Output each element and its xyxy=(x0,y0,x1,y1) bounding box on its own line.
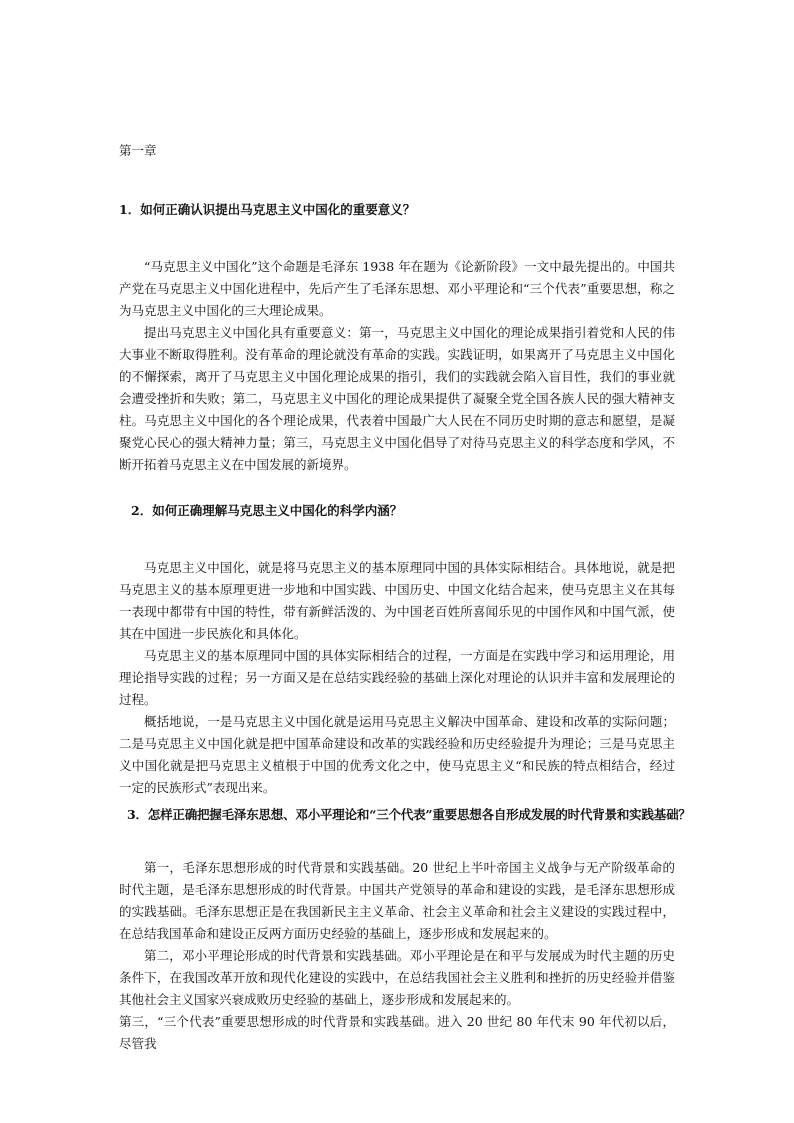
answer-3-paragraph-1: 第一，毛泽东思想形成的时代背景和实践基础。20 世纪上半叶帝国主义战争与无产阶级革命的时代主题，是毛泽东思想形成的时代背景。中国共产党领导的革命和建设的实践，是毛泽东思想形成的实践基础。毛泽东思想正是在我国新民主主义革命、社会主义革命和社会主义建设的实践过程中，在总结我国革命和建设正反两方面历史经验的基础上，逐步形成和发展起来的。 xyxy=(119,860,675,941)
answer-1-paragraph-2: 提出马克思主义中国化具有重要意义：第一，马克思主义中国化的理论成果指引着党和人民的伟大事业不断取得胜利。没有革命的理论就没有革命的实践。实践证明，如果离开了马克思主义中国化的不懈探索，离开了马克思主义中国化理论成果的指引，我们的实践就会陷入盲目性，我们的事业就会遭受挫折和失败；第二，马克思主义中国化的理论成果提供了凝聚全党全国各族人民的强大精神支柱。马克思主义中国化的各个理论成果，代表着中国最广大人民在不同历史时期的意志和愿望，是凝聚党心民心的强大精神力量；第三，马克思主义中国化倡导了对待马克思主义的科学态度和学风，不断开拓着马克思主义在中国发展的新境界。 xyxy=(119,325,675,472)
answer-2-paragraph-1: 马克思主义中国化，就是将马克思主义的基本原理同中国的具体实际相结合。具体地说，就是把马克思主义的基本原理更进一步地和中国实践、中国历史、中国文化结合起来，使马克思主义在其每一表现中都带有中国的特性，带有新鲜活泼的、为中国老百姓所喜闻乐见的中国作风和中国气派，使其在中国进一步民族化和具体化。 xyxy=(119,560,675,641)
answer-3-paragraph-3: 第三，“三个代表”重要思想形成的时代背景和实践基础。进入 20 世纪 80 年代末 90 年代初以后，尽管我 xyxy=(119,1014,675,1051)
answer-3-paragraph-2: 第二，邓小平理论形成的时代背景和实践基础。邓小平理论是在和平与发展成为时代主题的历史条件下，在我国改革开放和现代化建设的实践中，在总结我国社会主义胜利和挫折的历史经验并借鉴其他社会主义国家兴衰成败历史经验的基础上，逐步形成和发展起来的。 xyxy=(119,948,675,1007)
question-2-heading: 2．如何正确理解马克思主义中国化的科学内涵？ xyxy=(131,503,403,518)
question-1-heading: 1．如何正确认识提出马克思主义中国化的重要意义？ xyxy=(119,202,416,217)
answer-2-body xyxy=(119,557,675,799)
chapter-title: 第一章 xyxy=(119,143,157,158)
answer-2-paragraph-3: 概括地说，一是马克思主义中国化就是运用马克思主义解决中国革命、建设和改革的实际问题；二是马克思主义中国化就是把中国革命建设和改革的实践经验和历史经验提升为理论；三是马克思主义中国化就是把马克思主义植根于中国的优秀文化之中，使马克思主义“和民族的特点相结合，经过一定的民族形式”表现出来。 xyxy=(119,714,675,795)
answer-2-paragraph-2: 马克思主义的基本原理同中国的具体实际相结合的过程，一方面是在实践中学习和运用理论，用理论指导实践的过程；另一方面又是在总结实践经验的基础上深化对理论的认识并丰富和发展理论的过程。 xyxy=(119,648,675,707)
answer-1-body xyxy=(119,256,675,476)
answer-3-body xyxy=(119,857,675,1055)
answer-1-paragraph-1: “马克思主义中国化”这个命题是毛泽东 1938 年在题为《论新阶段》一文中最先提出的。中国共产党在马克思主义中国化进程中，先后产生了毛泽东思想、邓小平理论和“三个代表”重要思想，称之为马克思主义中国化的三大理论成果。 xyxy=(119,259,675,318)
question-3-heading: 3．怎样正确把握毛泽东思想、邓小平理论和“三个代表”重要思想各自形成发展的时代背景和实践基础？ xyxy=(127,807,691,822)
